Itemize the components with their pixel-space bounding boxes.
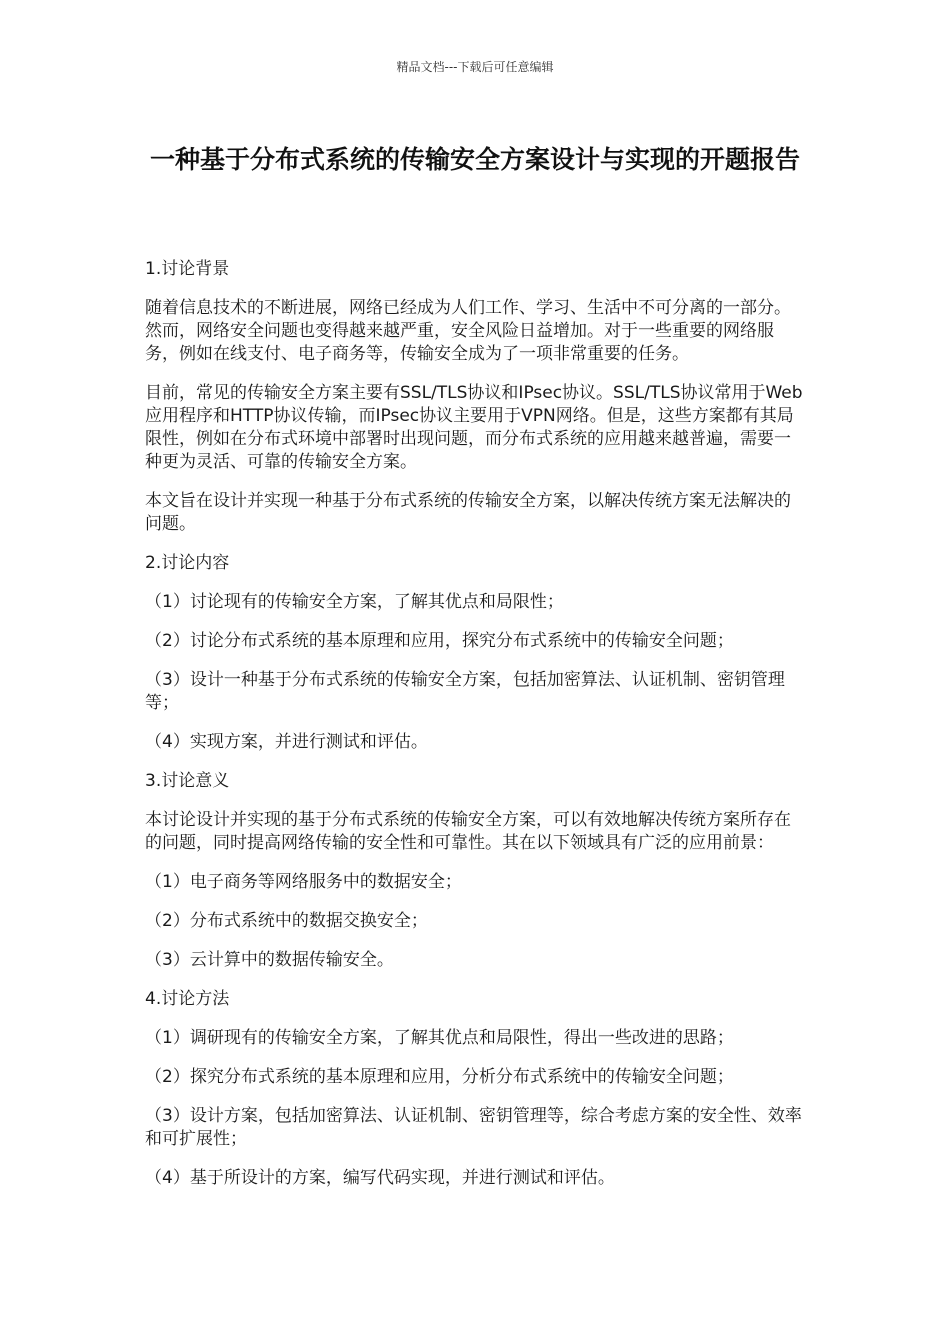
list-item: （4）基于所设计的方案，编写代码实现，并进行测试和评估。 [145,1168,615,1188]
paragraph: 随着信息技术的不断进展，网络已经成为人们工作、学习、生活中不可分离的一部分。然而，网络安全问题也变得越来越严重，安全风险日益增加。对于一些重要的网络服务，例如在线支付、电子商务等，传输安全成为了一项非常重要的任务。 [145,298,791,364]
list-item: （1）调研现有的传输安全方案，了解其优点和局限性，得出一些改进的思路； [145,1028,734,1048]
list-item: （4）实现方案，并进行测试和评估。 [145,732,428,752]
list-item: （3）设计一种基于分布式系统的传输安全方案，包括加密算法、认证机制、密钥管理等； [145,670,785,713]
list-item: （1）讨论现有的传输安全方案，了解其优点和局限性； [145,592,564,612]
list-item: （1）电子商务等网络服务中的数据安全； [145,872,462,892]
section-heading: 2.讨论内容 [145,553,230,573]
list-item: （3）云计算中的数据传输安全。 [145,950,394,970]
list-item: （3）设计方案，包括加密算法、认证机制、密钥管理等，综合考虑方案的安全性、效率和可扩展性； [145,1106,802,1149]
section-heading: 4.讨论方法 [145,989,230,1009]
section-significance [145,770,807,972]
section-background [145,258,807,536]
list-item: （2）分布式系统中的数据交换安全； [145,911,428,931]
section-heading: 1.讨论背景 [145,259,230,279]
document-title: 一种基于分布式系统的传输安全方案设计与实现的开题报告 [149,145,800,174]
paragraph: 本讨论设计并实现的基于分布式系统的传输安全方案，可以有效地解决传统方案所存在的问题，同时提高网络传输的安全性和可靠性。其在以下领域具有广泛的应用前景： [145,810,791,853]
paragraph: 本文旨在设计并实现一种基于分布式系统的传输安全方案，以解决传统方案无法解决的问题。 [145,491,791,534]
header-note: 精品文档---下载后可任意编辑 [396,60,554,74]
section-method [145,988,807,1190]
list-item: （2）探究分布式系统的基本原理和应用，分析分布式系统中的传输安全问题； [145,1067,734,1087]
paragraph: 目前，常见的传输安全方案主要有SSL/TLS协议和IPsec协议。SSL/TLS协议常用于Web应用程序和HTTP协议传输，而IPsec协议主要用于VPN网络。但是，这些方案都有其局限性，例如在分布式环境中部署时出现问题，而分布式系统的应用越来越普遍，需要一种更为灵活、可靠的传输安全方案。 [145,383,803,472]
section-content [145,552,807,754]
document-body [145,258,807,1206]
section-heading: 3.讨论意义 [145,771,230,791]
list-item: （2）讨论分布式系统的基本原理和应用，探究分布式系统中的传输安全问题； [145,631,734,651]
